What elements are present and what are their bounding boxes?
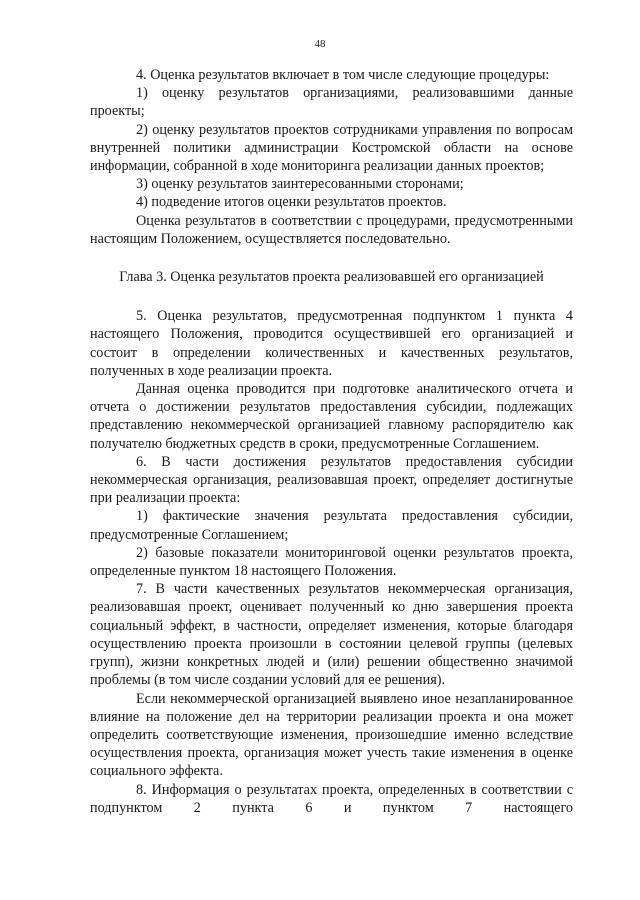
paragraph-7: 7. В части качественных результатов некоммерческая организация, реализовавшая проект, оценивает полученный ко дню завершения проекта социальный эффект, в частности, определяет изменения, которые благодаря осуществлению проекта произошли в состоянии целевой группы (целевых групп), жизни конкретных людей и (или) решении общественно значимой проблемы (в том числе создании условий для ее решения). bbox=[90, 581, 573, 689]
paragraph-4-item-4: 4) подведение итогов оценки результатов проектов. bbox=[136, 194, 447, 211]
paragraph-8: 8. Информация о результатах проекта, определенных в соответствии с подпунктом 2 пункта 6 и пунктом 7 настоящего bbox=[90, 781, 573, 816]
paragraph-sequence-note: Оценка результатов в соответствии с процедурами, предусмотренными настоящим Положением, осуществляется последовательно. bbox=[90, 212, 573, 247]
paragraph-4-item-3: 3) оценку результатов заинтересованными сторонами; bbox=[136, 176, 464, 193]
paragraph-6: 6. В части достижения результатов предоставления субсидии некоммерческая организация, реализовавшая проект, определяет достигнутые при реализации проекта: bbox=[90, 453, 573, 507]
paragraph-4-item-1: 1) оценку результатов организациями, реализовавшими данные проекты; bbox=[90, 85, 573, 120]
paragraph-5-detail: Данная оценка проводится при подготовке аналитического отчета и отчета о достижении результатов предоставления субсидии, подлежащих представлению некоммерческой организацией главному распорядителю как получателю бюджетных средств в сроки, предусмотренные Соглашением. bbox=[90, 381, 573, 452]
document-body bbox=[90, 66, 573, 817]
page-number: 48 bbox=[314, 38, 326, 50]
paragraph-4: 4. Оценка результатов включает в том числе следующие процедуры: bbox=[136, 67, 550, 83]
paragraph-6-item-2: 2) базовые показатели мониторинговой оценки результатов проекта, определенные пунктом 18 настоящего Положения. bbox=[90, 544, 573, 580]
paragraph-7-detail: Если некоммерческой организацией выявлено иное незапланированное влияние на положение дел на территории реализации проекта и она может определить соответствующие изменения, произошедшие именно вследствие осуществления проекта, организация может учесть такие изменения в оценке социального эффекта. bbox=[90, 690, 573, 780]
paragraph-6-item-1: 1) фактические значения результата предоставления субсидии, предусмотренные Соглашением; bbox=[90, 508, 573, 543]
chapter-title: Глава 3. Оценка результатов проекта реализовавшей его организацией bbox=[119, 269, 544, 286]
paragraph-4-item-2: 2) оценку результатов проектов сотрудниками управления по вопросам внутренней политики администрации Костромской области на основе информации, собранной в ходе мониторинга реализации данных проектов; bbox=[90, 121, 573, 175]
paragraph-5: 5. Оценка результатов, предусмотренная подпунктом 1 пункта 4 настоящего Положения, проводится осуществившей его организацией и состоит в определении количественных и качественных результатов, полученных в ходе реализации проекта. bbox=[90, 308, 573, 379]
